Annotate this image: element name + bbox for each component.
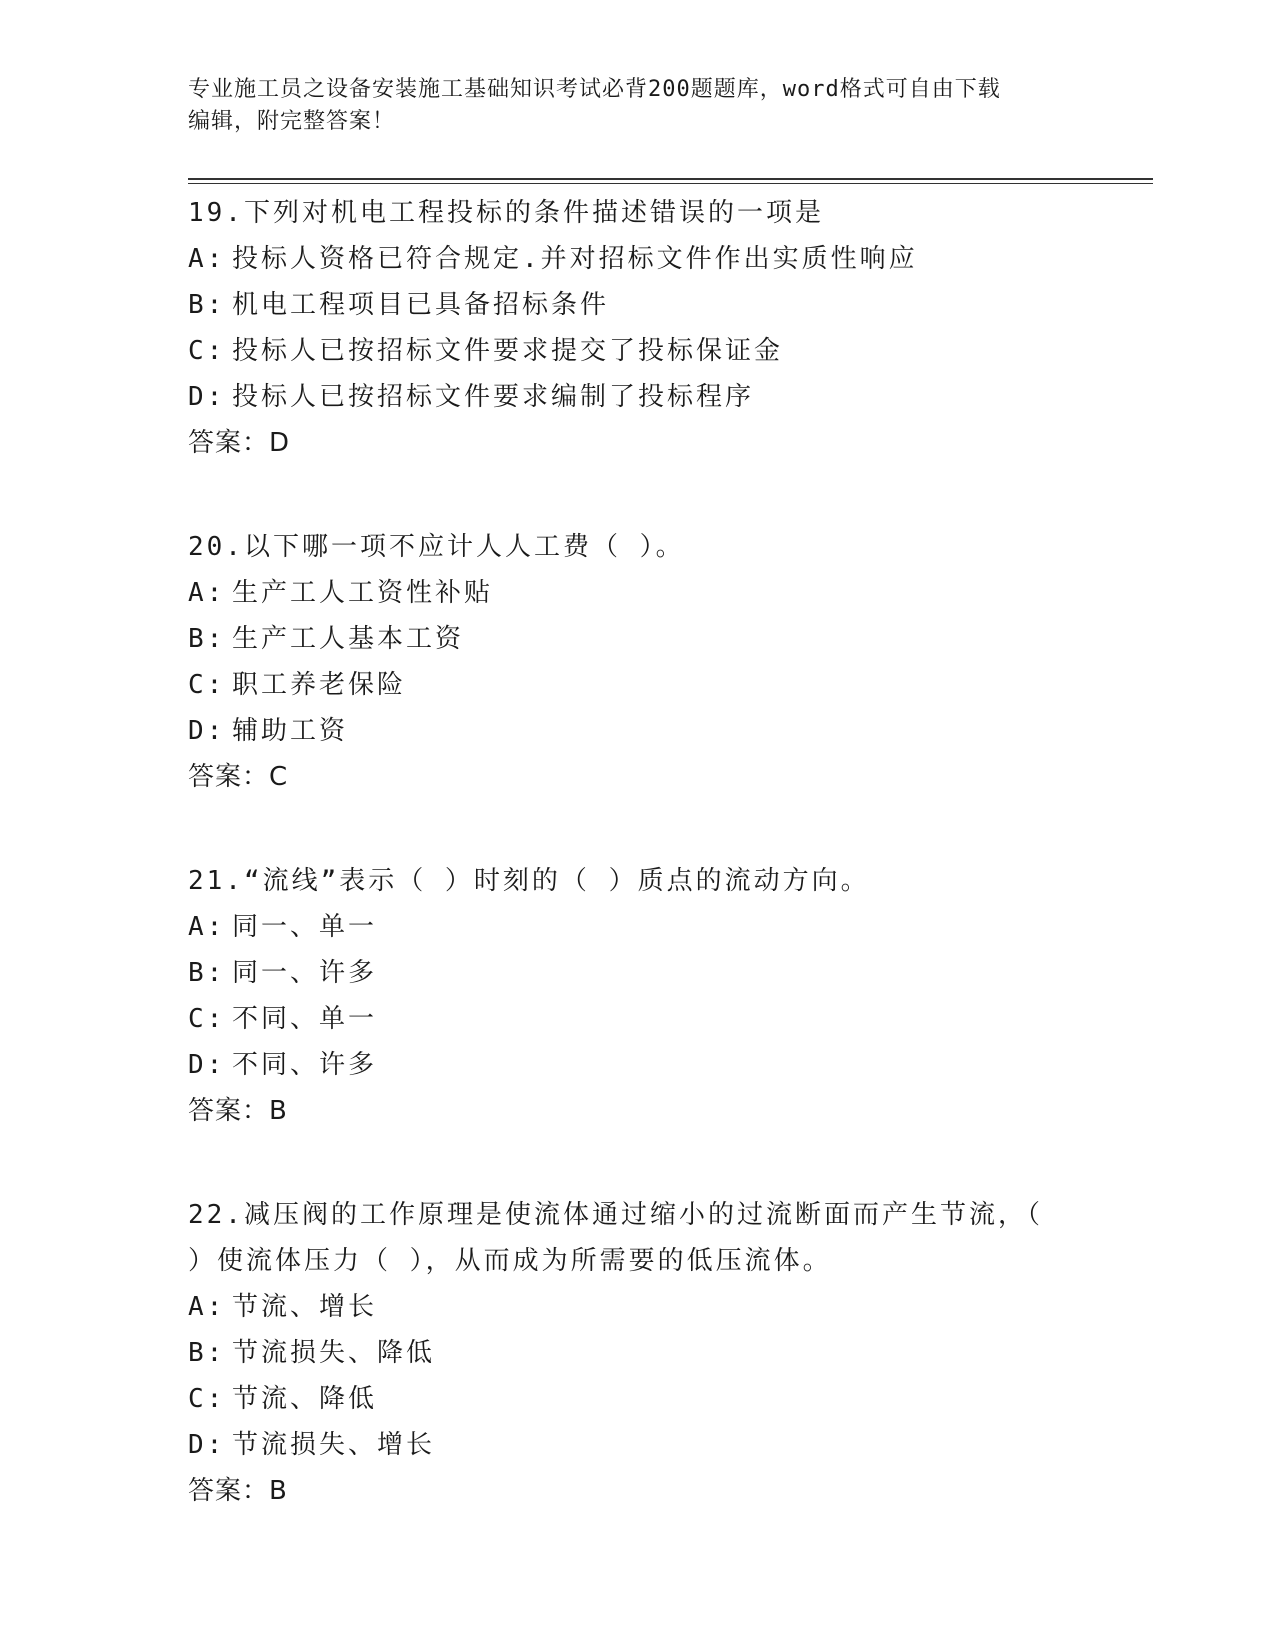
option-key: C:	[188, 670, 226, 700]
option-text: 节流、降低	[232, 1384, 378, 1414]
option-a	[188, 236, 1088, 282]
option-text: 机电工程项目已具备招标条件	[232, 290, 610, 320]
option-d	[188, 1422, 1088, 1468]
option-text: 节流损失、降低	[232, 1338, 436, 1368]
option-c	[188, 328, 1088, 374]
option-a	[188, 904, 1088, 950]
question-stem: 21.“流线”表示（ ）时刻的（ ）质点的流动方向。	[188, 866, 870, 896]
header-divider-thin	[188, 183, 1153, 184]
option-text: 同一、许多	[232, 958, 378, 988]
option-text: 辅助工资	[232, 716, 349, 746]
option-key: C:	[188, 1004, 226, 1034]
header-divider-thick	[188, 178, 1153, 180]
option-c	[188, 662, 1088, 708]
option-text: 生产工人工资性补贴	[232, 578, 494, 608]
option-text: 不同、许多	[232, 1050, 378, 1080]
question-stem: 19.下列对机电工程投标的条件描述错误的一项是	[188, 198, 824, 228]
header-line-2: 编辑，附完整答案！	[188, 109, 396, 134]
option-key: B:	[188, 958, 226, 988]
option-text: 生产工人基本工资	[232, 624, 465, 654]
option-text: 投标人资格已符合规定.并对招标文件作出实质性响应	[232, 244, 918, 274]
option-key: A:	[188, 244, 226, 274]
option-b	[188, 950, 1088, 996]
question-21	[188, 858, 1088, 1134]
option-a	[188, 570, 1088, 616]
question-stem-line-2: ）使流体压力（ ），从而成为所需要的低压流体。	[188, 1246, 832, 1276]
question-20	[188, 524, 1088, 800]
option-b	[188, 616, 1088, 662]
option-c	[188, 996, 1088, 1042]
option-text: 节流损失、增长	[232, 1430, 436, 1460]
option-d	[188, 1042, 1088, 1088]
option-text: 不同、单一	[232, 1004, 378, 1034]
question-19	[188, 190, 1088, 466]
question-stem: 20.以下哪一项不应计人人工费（ ）。	[188, 532, 685, 562]
option-d	[188, 374, 1088, 420]
option-text: 投标人已按招标文件要求编制了投标程序	[232, 382, 755, 412]
option-key: A:	[188, 912, 226, 942]
option-key: C:	[188, 336, 226, 366]
question-stem-line-1: 22.减压阀的工作原理是使流体通过缩小的过流断面而产生节流，（	[188, 1200, 1043, 1230]
option-a	[188, 1284, 1088, 1330]
option-key: B:	[188, 290, 226, 320]
header-line-1: 专业施工员之设备安装施工基础知识考试必背200题题库，word格式可自由下载	[188, 77, 1001, 102]
question-list	[188, 190, 1088, 1572]
option-b	[188, 1330, 1088, 1376]
option-key: D:	[188, 1430, 226, 1460]
question-22	[188, 1192, 1088, 1514]
option-key: C:	[188, 1384, 226, 1414]
option-key: D:	[188, 716, 226, 746]
option-d	[188, 708, 1088, 754]
answer-label: 答案：C	[188, 762, 289, 792]
option-key: B:	[188, 624, 226, 654]
option-key: A:	[188, 578, 226, 608]
answer-label: 答案：B	[188, 1096, 288, 1126]
option-b	[188, 282, 1088, 328]
option-c	[188, 1376, 1088, 1422]
answer-label: 答案：D	[188, 428, 291, 458]
answer-label: 答案：B	[188, 1476, 288, 1506]
option-key: B:	[188, 1338, 226, 1368]
option-key: D:	[188, 382, 226, 412]
option-text: 职工养老保险	[232, 670, 407, 700]
option-text: 投标人已按招标文件要求提交了投标保证金	[232, 336, 784, 366]
option-key: D:	[188, 1050, 226, 1080]
option-key: A:	[188, 1292, 226, 1322]
document-header	[188, 74, 1088, 138]
option-text: 同一、单一	[232, 912, 378, 942]
option-text: 节流、增长	[232, 1292, 378, 1322]
